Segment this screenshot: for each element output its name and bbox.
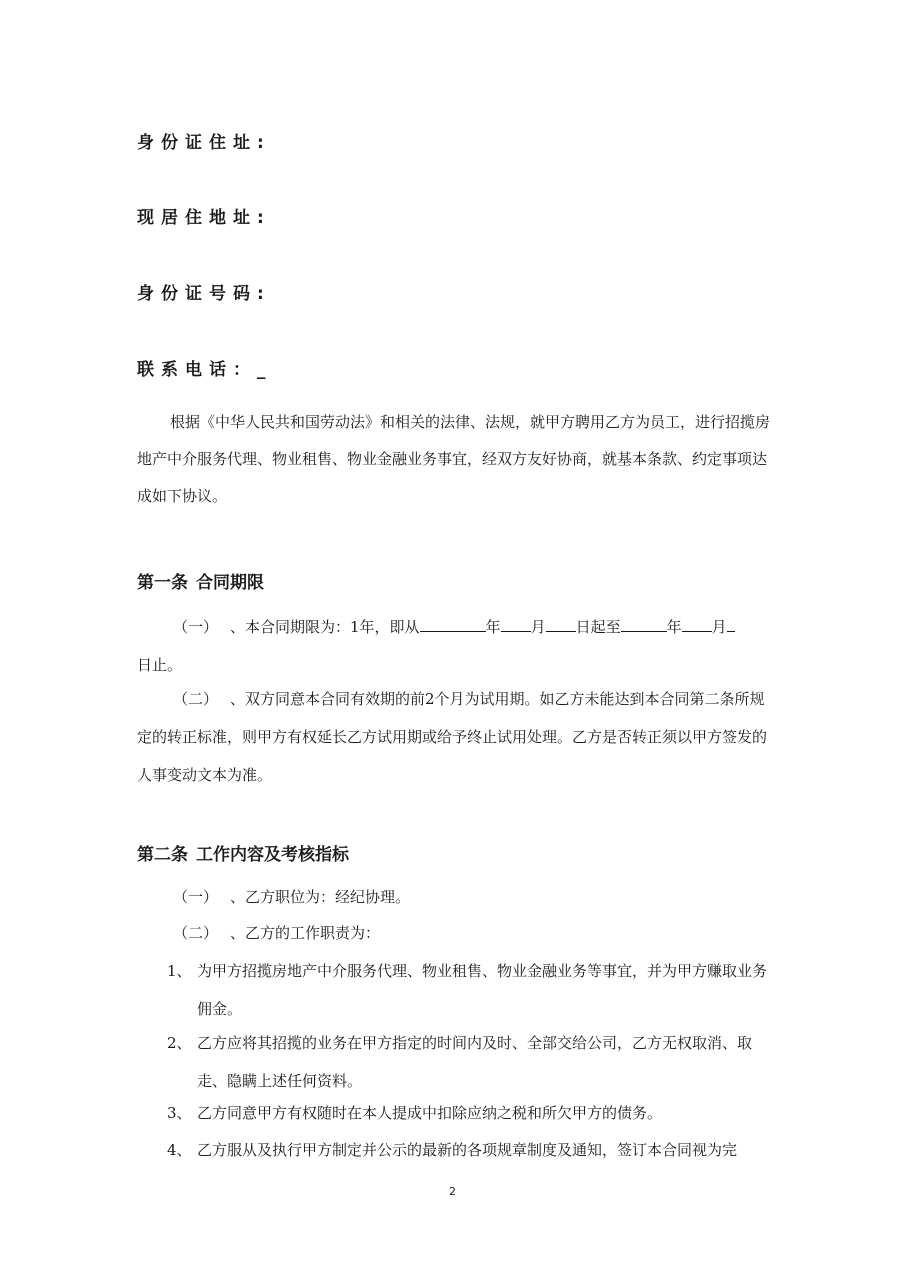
blank-line <box>727 617 735 632</box>
item-text-part: 年 <box>485 618 501 636</box>
article-2-item-1 <box>137 878 777 916</box>
blank-line <box>501 617 531 632</box>
item-text-part: 日起至 <box>575 618 621 636</box>
duty-item-2 <box>137 1024 777 1100</box>
article-2-heading <box>137 840 349 865</box>
duty-text: 乙方应将其招揽的业务在甲方指定的时间内及时、全部交给公司，乙方无权取消、取走、隐瞒上述任何资料。 <box>197 1034 753 1090</box>
item-label: （二） <box>173 924 219 942</box>
intro-paragraph <box>137 404 777 515</box>
article-1-title: 合同期限 <box>196 573 264 593</box>
item-text: 、乙方职位为：经纪协理。 <box>230 888 411 906</box>
duty-item-3 <box>137 1094 777 1132</box>
item-label: （一） <box>173 618 219 636</box>
duty-text: 为甲方招揽房地产中介服务代理、物业租售、物业金融业务等事宜，并为甲方赚取业务佣金。 <box>197 962 768 1018</box>
item-text-part: 月 <box>530 618 546 636</box>
page-number: 2 <box>449 1185 456 1198</box>
duty-number: 2、 <box>167 1034 192 1052</box>
item-label: （一） <box>173 888 219 906</box>
article-1-item-1 <box>137 608 777 684</box>
article-1-heading <box>137 568 264 593</box>
blank-line <box>546 617 576 632</box>
duty-number: 4、 <box>167 1141 192 1159</box>
article-2-item-2 <box>137 914 777 952</box>
duty-text: 乙方同意甲方有权随时在本人提成中扣除应纳之税和所欠甲方的债务。 <box>197 1104 663 1122</box>
article-1-item-2 <box>137 680 777 794</box>
blank-line <box>420 617 486 632</box>
blank-line <box>682 617 712 632</box>
duty-item-4 <box>137 1131 777 1169</box>
duty-number: 1、 <box>167 962 192 980</box>
article-2-title: 工作内容及考核指标 <box>196 845 349 865</box>
article-2-number: 第二条 <box>137 845 188 865</box>
item-text-part: 日止。 <box>137 656 183 674</box>
item-text: 、乙方的工作职责为： <box>230 924 381 942</box>
id-address-field: 身份证住址: <box>137 133 271 153</box>
duty-item-1 <box>137 952 777 1028</box>
blank-line <box>621 617 667 632</box>
item-text-part: 月 <box>711 618 727 636</box>
intro-text: 根据《中华人民共和国劳动法》和相关的法律、法规，就甲方聘用乙方为员工，进行招揽房地产中介服务代理、物业租售、物业金融业务事宜，经双方友好协商，就基本条款、约定事项达成如下协议。 <box>137 413 771 505</box>
item-text-part: 、本合同期限为：1年，即从 <box>230 618 420 636</box>
item-text-part: 年 <box>666 618 682 636</box>
duty-number: 3、 <box>167 1104 192 1122</box>
article-1-number: 第一条 <box>137 573 188 593</box>
item-label: （二） <box>173 690 219 708</box>
current-address-field: 现居住地址: <box>137 208 271 228</box>
duty-text: 乙方服从及执行甲方制定并公示的最新的各项规章制度及通知，签订本合同视为完 <box>197 1141 738 1159</box>
phone-field: 联系电话：_ <box>137 360 273 380</box>
id-number-field: 身份证号码: <box>137 284 271 304</box>
item-text: 、双方同意本合同有效期的前2个月为试用期。如乙方未能达到本合同第二条所规定的转正标准，则甲方有权延长乙方试用期或给予终止试用处理。乙方是否转正须以甲方签发的人事变动文本为准。 <box>137 690 768 784</box>
